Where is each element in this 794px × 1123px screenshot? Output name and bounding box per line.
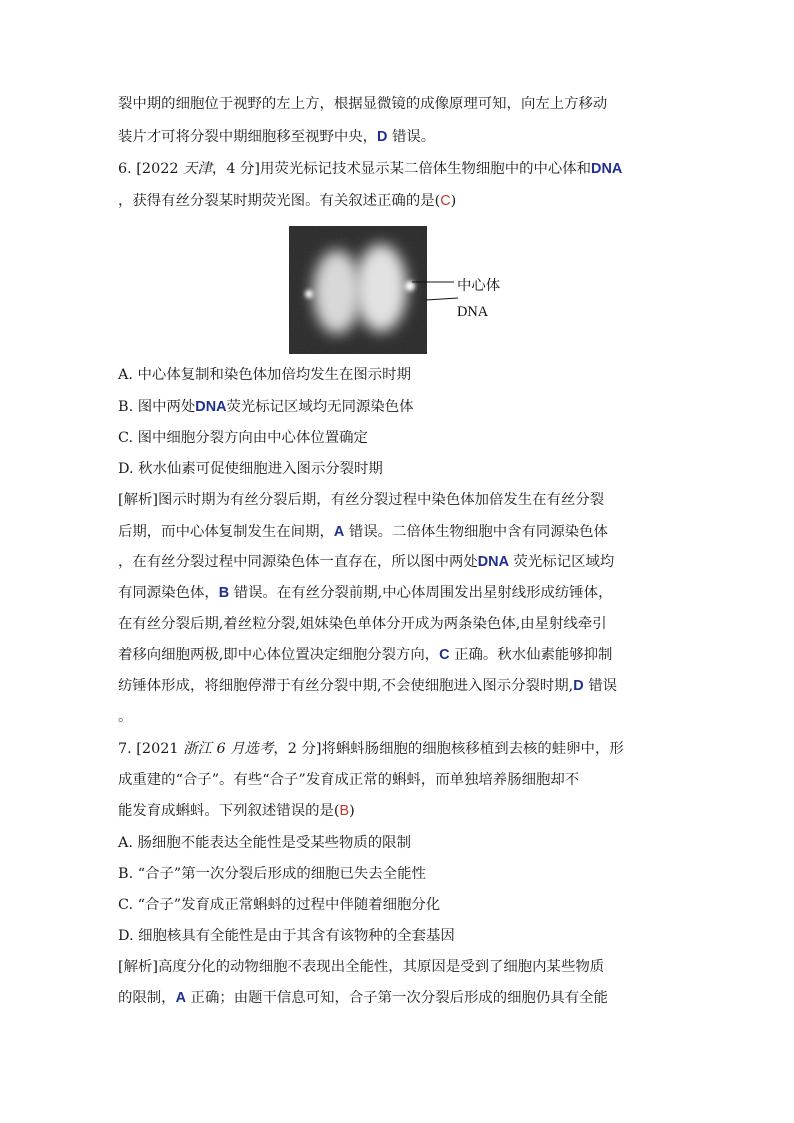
text-span: 裂中期的细胞位于视野的左上方，根据显微镜的成像原理可知，向左上方移动 (118, 96, 608, 112)
text-span: D. 细胞核具有全能性是由于其含有该物种的全套基因 (118, 928, 455, 944)
text-line (118, 676, 678, 696)
text-span: ，2 分]将蝌蚪肠细胞的细胞核移植到去核的蛙卵中，形 (273, 741, 624, 757)
text-line (118, 552, 678, 572)
text-span: 的限制， (118, 990, 176, 1006)
text-line (118, 801, 678, 821)
text-span: 荧光标记区域均 (508, 554, 615, 570)
text-span: 装片才可将分裂中期细胞移至视野中央， (118, 129, 378, 145)
text-line (118, 739, 678, 759)
highlight-term: DNA (591, 161, 623, 177)
text-span: 正确；由题干信息可知，合子第一次分裂后形成的细胞仍具有全能 (185, 990, 608, 1006)
text-span: 成重建的“合子”。有些“合子”发育成正常的蝌蚪，而单独培养肠细胞却不 (118, 772, 580, 788)
source-tag: 天津 (183, 161, 212, 177)
answer-letter: C (440, 193, 451, 209)
text-line (118, 428, 678, 448)
text-line (118, 191, 678, 211)
text-span: 7. [2021 (118, 741, 184, 757)
text-span: 荧光标记区域均无同源染色体 (226, 399, 414, 415)
text-span: 有同源染色体， (118, 585, 219, 601)
text-span: A. 中心体复制和染色体加倍均发生在图示时期 (118, 367, 411, 383)
highlight-term: A (333, 524, 345, 540)
text-span: ，在有丝分裂过程中同源染色体一直存在，所以图中两处 (118, 554, 478, 570)
text-line (118, 127, 678, 147)
highlight-term: C (439, 647, 450, 663)
dna-region-right (355, 244, 407, 332)
text-line (118, 957, 678, 977)
highlight-term: A (175, 990, 186, 1006)
text-span: 。 (118, 709, 133, 725)
highlight-term: D (573, 678, 584, 694)
text-line (118, 926, 678, 946)
text-span: C. 图中细胞分裂方向由中心体位置确定 (118, 430, 368, 446)
text-line (118, 988, 678, 1008)
text-span: B. 图中两处 (118, 399, 196, 415)
text-line (118, 895, 678, 915)
text-span: [解析]图示时期为有丝分裂后期，有丝分裂过程中染色体加倍发生在有丝分裂 (118, 492, 605, 508)
text-line (118, 365, 678, 385)
text-line (118, 645, 678, 665)
fluorescence-micrograph (289, 226, 427, 354)
text-span: ) (349, 803, 355, 819)
source-tag: 浙江 6 月选考 (183, 741, 274, 757)
text-span: 纺锤体形成，将细胞停滞于有丝分裂中期,不会使细胞进入图示分裂时期, (118, 678, 574, 694)
text-span: D. 秋水仙素可促使细胞进入图示分裂时期 (118, 461, 383, 477)
highlight-term: DNA (195, 399, 227, 415)
text-line (118, 770, 678, 790)
highlight-term: DNA (477, 554, 509, 570)
text-line (118, 707, 678, 727)
text-line (118, 864, 678, 884)
text-span: 后期，而中心体复制发生在间期， (118, 524, 334, 540)
text-line (118, 94, 678, 114)
centrosome-label: 中心体 (457, 278, 501, 294)
text-span: 着移向细胞两极,即中心体位置决定细胞分裂方向， (118, 647, 440, 663)
text-span: 错误。二倍体生物细胞中含有同源染色体 (344, 524, 608, 540)
text-line (118, 159, 678, 179)
label-leader-lines (410, 276, 462, 316)
text-line (118, 583, 678, 603)
text-span: 6. [2022 (118, 161, 184, 177)
text-span: 能发育成蝌蚪。下列叙述错误的是( (118, 803, 340, 819)
text-span: ) (450, 193, 457, 209)
answer-letter: B (339, 803, 350, 819)
text-span: 错误。在有丝分裂前期,中心体周围发出星射线形成纺锤体， (229, 585, 613, 601)
dna-region-left (313, 250, 361, 334)
text-span: 在有丝分裂后期,着丝粒分裂,姐妹染色单体分开成为两条染色体,由星射线牵引 (118, 616, 607, 632)
text-line (118, 459, 678, 479)
text-line (118, 833, 678, 853)
text-span: C. “合子”发育成正常蝌蚪的过程中伴随着细胞分化 (118, 897, 441, 913)
highlight-term: D (377, 129, 388, 145)
text-span: [解析]高度分化的动物细胞不表现出全能性，其原因是受到了细胞内某些物质 (118, 959, 605, 975)
text-span: 错误 (583, 678, 618, 694)
text-span: ，4 分]用荧光标记技术显示某二倍体生物细胞中的中心体和 (211, 161, 592, 177)
highlight-term: B (218, 585, 230, 601)
text-span: ，获得有丝分裂某时期荧光图。有关叙述正确的是( (118, 193, 441, 209)
centrosome-left (305, 290, 313, 298)
text-span: B. “合子”第一次分裂后形成的细胞已失去全能性 (118, 866, 426, 882)
text-line (118, 397, 678, 417)
text-line (118, 490, 678, 510)
text-span: A. 肠细胞不能表达全能性是受某些物质的限制 (118, 835, 411, 851)
dna-label: DNA (457, 304, 489, 320)
text-line (118, 614, 678, 634)
text-span: 正确。秋水仙素能够抑制 (449, 647, 613, 663)
text-span: 错误。 (387, 129, 436, 145)
text-line (118, 522, 678, 542)
micrograph-image (289, 226, 427, 354)
